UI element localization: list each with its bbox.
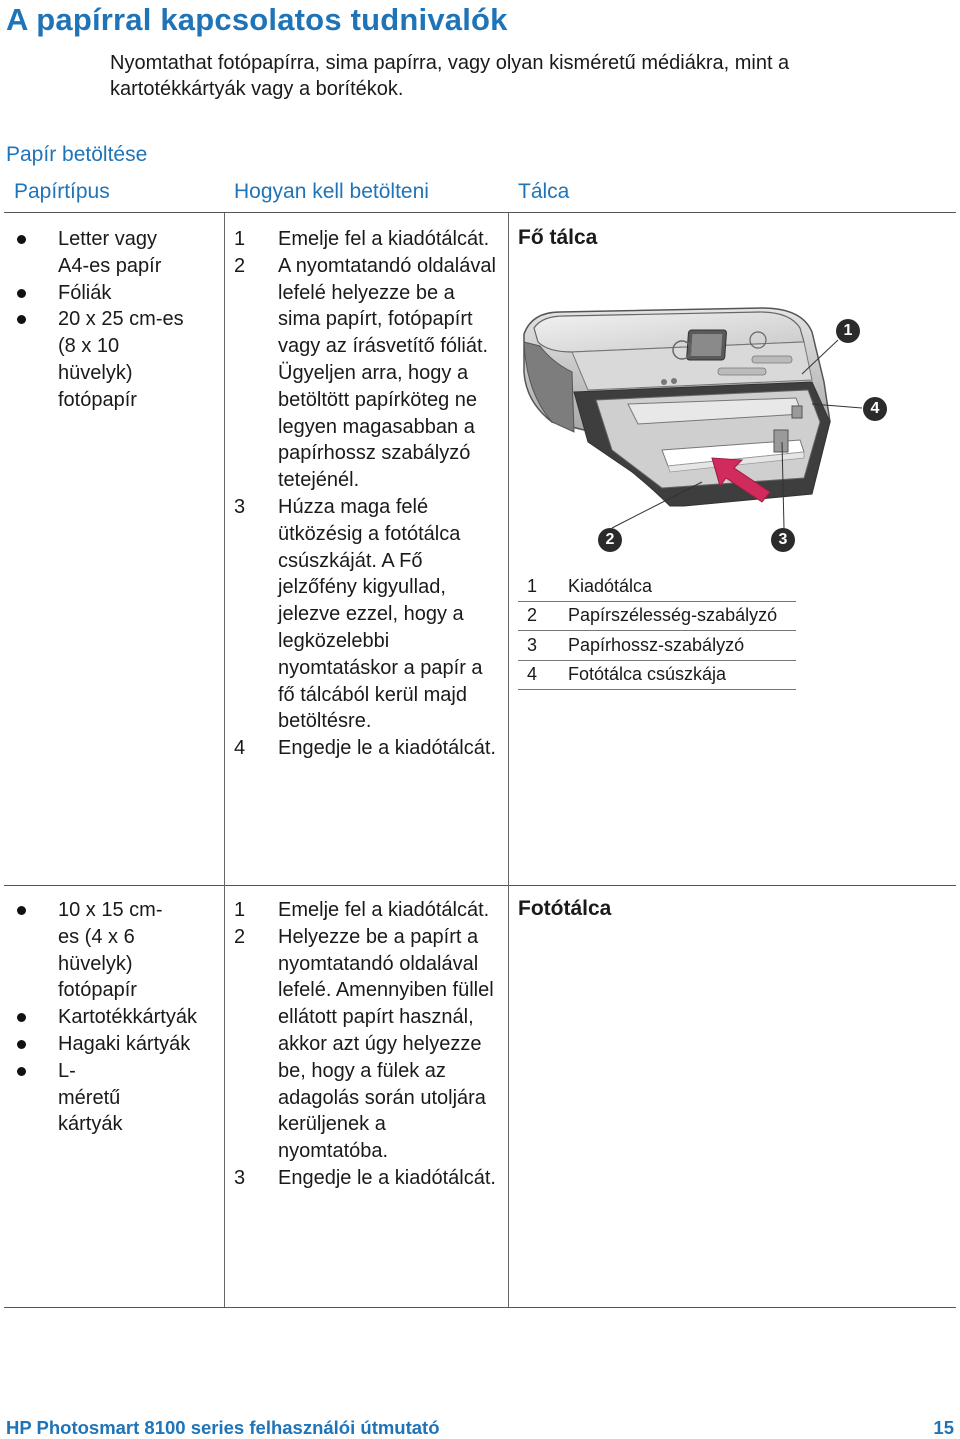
step-text: Engedje le a kiadótálcát.: [278, 737, 496, 760]
callout-1: 1: [836, 319, 860, 343]
header-paper-type: Papírtípus: [14, 180, 110, 203]
step-text: A nyomtatandó oldalával lefelé helyezze be a sima papírt, fotópapírt vagy az írásvetítő fóliát. Ügyeljen arra, hogy a betöltött papírköteg ne legyen magasabban a papírhossz szabályzó tetejénél.: [278, 254, 496, 492]
page-title: A papírral kapcsolatos tudnivalók: [6, 2, 508, 37]
table-row-divider: [4, 885, 956, 886]
list-item: Kartotékkártyák: [14, 1004, 214, 1031]
legend-number: 1: [518, 572, 568, 601]
list-item: 10 x 15 cm-es (4 x 6 hüvelyk) fotópapír: [14, 897, 168, 1004]
step-text: Emelje fel a kiadótálcát.: [278, 228, 490, 250]
step-item: [234, 494, 499, 735]
step-number: 1: [234, 899, 246, 921]
legend-number: 4: [518, 660, 568, 690]
table-header-rule: [4, 212, 956, 213]
list-item: 20 x 25 cm-es (8 x 10 hüvelyk) fotópapír: [14, 306, 184, 413]
list-item: Letter vagy A4-es papír: [14, 226, 184, 280]
step-number: 3: [234, 1166, 246, 1189]
header-how-to-load: Hogyan kell betölteni: [234, 180, 429, 203]
step-item: [234, 735, 499, 762]
step-item: [234, 924, 499, 1165]
step-item: [234, 1165, 499, 1192]
table-row: [518, 660, 796, 690]
legend-label: Fotótálca csúszkája: [568, 660, 796, 690]
intro-text: Nyomtathat fotópapírra, sima papírra, vagy olyan kisméretű médiákra, mint a kartotékkártyák vagy a borítékok.: [110, 52, 790, 100]
step-text: Húzza maga felé ütközésig a fotótálca csúszkáját. A Fő jelzőfény kigyullad, jelezve ezzel, hogy a legközelebbi nyomtatáskor a papír a fő tálcából kerül majd betöltésre.: [278, 495, 483, 733]
step-item: [234, 897, 499, 924]
tray-title-main: Fő tálca: [518, 226, 598, 249]
step-text: Engedje le a kiadótálcát.: [278, 1166, 496, 1189]
legend-number: 3: [518, 631, 568, 661]
step-item: [234, 253, 499, 494]
table-row: [518, 572, 796, 601]
step-item: [234, 226, 499, 253]
callout-2: 2: [598, 528, 622, 552]
section-title: Papír betöltése: [6, 143, 148, 166]
legend-label: Papírszélesség-szabályzó: [568, 601, 796, 631]
callout-4: 4: [863, 397, 887, 421]
list-item: Hagaki kártyák: [14, 1031, 214, 1058]
legend-label: Kiadótálca: [568, 572, 796, 601]
step-number: 3: [234, 495, 246, 518]
header-tray: Tálca: [518, 180, 570, 203]
step-number: 2: [234, 925, 246, 948]
column-divider-2: [508, 213, 509, 1307]
table-row: [518, 631, 796, 661]
step-number: 2: [234, 254, 246, 277]
step-text: Emelje fel a kiadótálcát.: [278, 899, 490, 921]
legend-label: Papírhossz-szabályzó: [568, 631, 796, 661]
paper-type-list-2: [14, 897, 214, 1138]
step-number: 1: [234, 228, 246, 250]
tray-title-photo: Fotótálca: [518, 897, 612, 920]
legend-number: 2: [518, 601, 568, 631]
load-steps-2: [234, 897, 499, 1192]
paper-type-list-1: [14, 226, 184, 414]
footer-title: HP Photosmart 8100 series felhasználói útmutató: [6, 1417, 440, 1438]
step-text: Helyezze be a papírt a nyomtatandó oldalával lefelé. Amennyiben füllel ellátott papírt használ, akkor azt úgy helyezze be, hogy a fülek az adagolás során utoljára kerüljenek a nyomtatóba.: [278, 925, 494, 1163]
load-steps-1: [234, 226, 499, 762]
callout-3: 3: [771, 528, 795, 552]
table-row: [518, 601, 796, 631]
column-divider-1: [224, 213, 225, 1307]
table-bottom-rule: [4, 1307, 956, 1308]
list-item: Fóliák: [14, 280, 184, 307]
step-number: 4: [234, 737, 246, 760]
illustration-legend: [518, 572, 796, 690]
list-item: L-méretű kártyák: [14, 1058, 138, 1138]
page-number: 15: [933, 1417, 954, 1438]
